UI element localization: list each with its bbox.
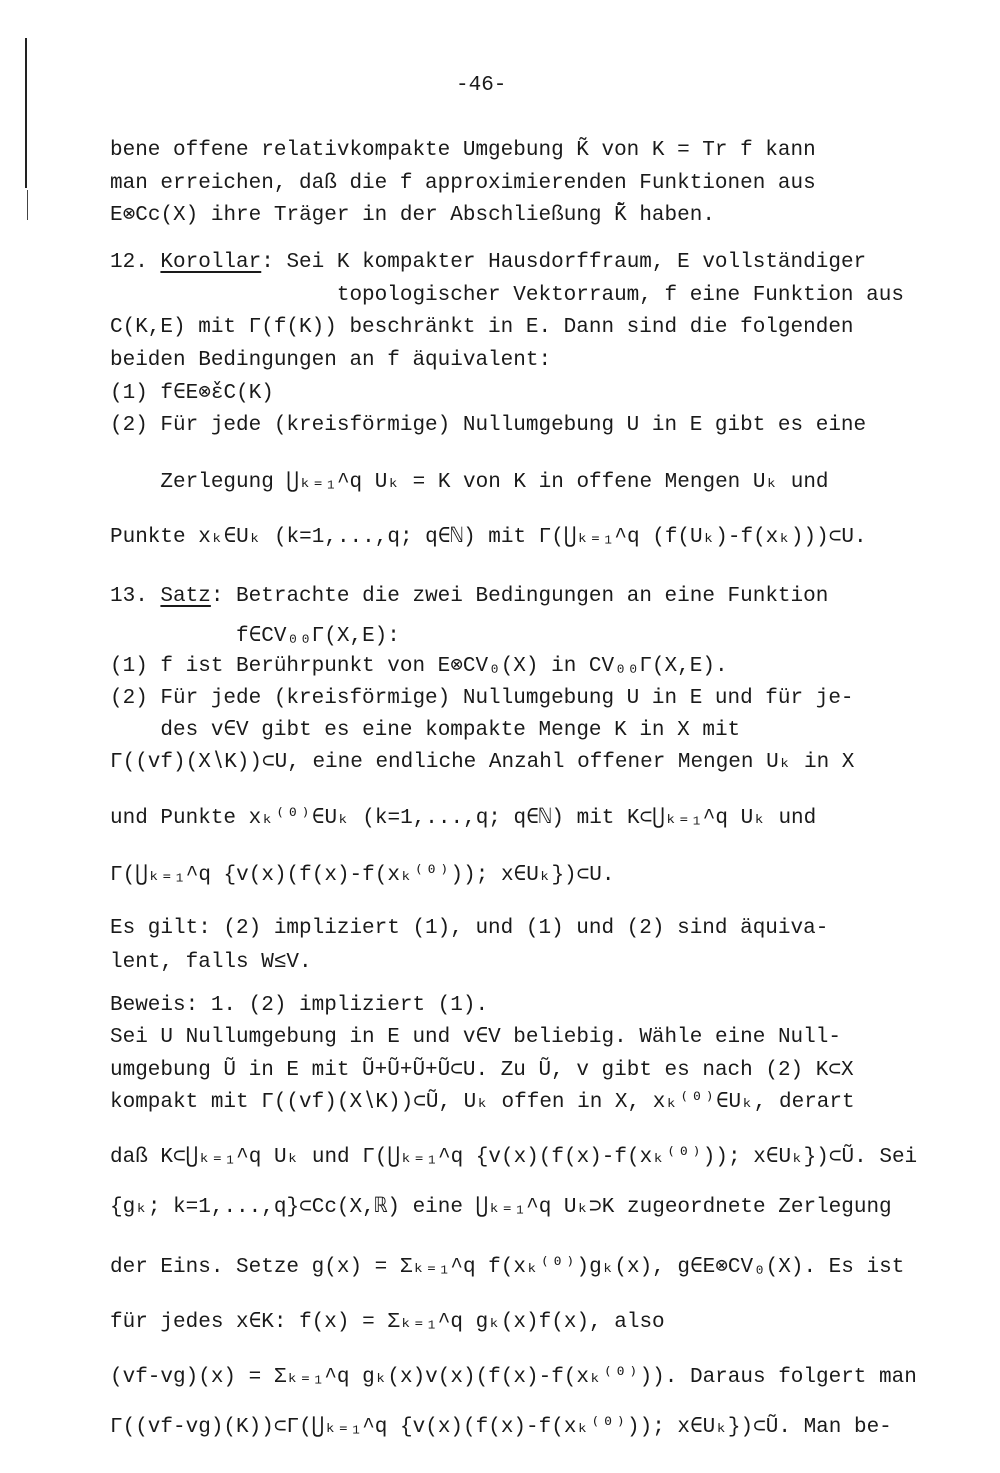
formula-line: (vf-vg)(x) = Σₖ₌₁^q gₖ(x)v(x)(f(x)-f(xₖ⁽⁰⁾)). Daraus folgert man — [110, 1366, 917, 1389]
formula-line: für jedes x∈K: f(x) = Σₖ₌₁^q gₖ(x)f(x), also — [110, 1311, 665, 1334]
text-line: Sei U Nullumgebung in E und v∈V beliebig. Wähle eine Null- — [110, 1026, 841, 1049]
satz-text: : Betrachte die zwei Bedingungen an eine Funktion — [210, 585, 829, 608]
page-number: -46- — [456, 74, 507, 97]
proof-heading: Beweis: 1. (2) impliziert (1). — [110, 994, 489, 1017]
formula-line: Γ((vf-vg)(K))⊂Γ(⋃ₖ₌₁^q {v(x)(f(x)-f(xₖ⁽⁰⁾)); x∈Uₖ})⊂Ũ. Man be- — [110, 1416, 892, 1439]
formula-line: Punkte xₖ∈Uₖ (k=1,...,q; q∈ℕ) mit Γ(⋃ₖ₌₁^q (f(Uₖ)-f(xₖ)))⊂U. — [110, 526, 867, 549]
text-line: f∈CV₀₀Γ(X,E): — [110, 625, 400, 648]
text-line: kompakt mit Γ((vf)(X∖K))⊂Ũ, Uₖ offen in X, xₖ⁽⁰⁾∈Uₖ, derart — [110, 1091, 855, 1114]
text-line: umgebung Ũ in E mit Ũ+Ũ+Ũ+Ũ⊂U. Zu Ũ, v gibt es nach (2) K⊂X — [110, 1059, 854, 1082]
satz-heading — [110, 584, 828, 610]
text-line: C(K,E) mit Γ(f(K)) beschränkt in E. Dann sind die folgenden — [110, 316, 854, 339]
formula-line: {gₖ; k=1,...,q}⊂Cc(X,ℝ) eine ⋃ₖ₌₁^q Uₖ⊃K zugeordnete Zerlegung — [110, 1196, 892, 1219]
korollar-heading — [110, 250, 866, 276]
text-line: des v∈V gibt es eine kompakte Menge K in X mit — [110, 719, 741, 742]
formula-line: Γ(⋃ₖ₌₁^q {v(x)(f(x)-f(xₖ⁽⁰⁾)); x∈Uₖ})⊂U. — [110, 864, 615, 887]
condition-2: (2) Für jede (kreisförmige) Nullumgebung U in E und für je- — [110, 687, 854, 710]
formula-line: daß K⊂⋃ₖ₌₁^q Uₖ und Γ(⋃ₖ₌₁^q {v(x)(f(x)-f(xₖ⁽⁰⁾)); x∈Uₖ})⊂Ũ. Sei — [110, 1146, 918, 1169]
satz-number: 13. — [110, 585, 161, 608]
margin-rule — [27, 190, 28, 220]
text-line: beiden Bedingungen an f äquivalent: — [110, 349, 552, 372]
condition-2: (2) Für jede (kreisförmige) Nullumgebung U in E gibt es eine — [110, 414, 867, 437]
korollar-label: Korollar — [160, 251, 262, 274]
condition-1: (1) f ist Berührpunkt von E⊗CV₀(X) in CV₀₀Γ(X,E). — [110, 655, 728, 678]
satz-label: Satz — [160, 585, 211, 608]
text-line: E⊗Cc(X) ihre Träger in der Abschließung K̃̄ haben. — [110, 204, 715, 227]
korollar-number: 12. — [110, 251, 161, 274]
formula-line: der Eins. Setze g(x) = Σₖ₌₁^q f(xₖ⁽⁰⁾)gₖ(x), g∈E⊗CV₀(X). Es ist — [110, 1256, 905, 1279]
text-line: topologischer Vektorraum, f eine Funktion aus — [110, 284, 904, 307]
text-line: lent, falls W≤V. — [110, 951, 312, 974]
margin-rule — [25, 38, 27, 188]
formula-line: Zerlegung ⋃ₖ₌₁^q Uₖ = K von K in offene Mengen Uₖ und — [110, 471, 829, 494]
formula-line: und Punkte xₖ⁽⁰⁾∈Uₖ (k=1,...,q; q∈ℕ) mit K⊂⋃ₖ₌₁^q Uₖ und — [110, 807, 817, 830]
text-line: Es gilt: (2) impliziert (1), und (1) und (2) sind äquiva- — [110, 917, 829, 940]
korollar-text: : Sei K kompakter Hausdorffraum, E vollständiger — [261, 251, 867, 274]
text-line: man erreichen, daß die f approximierenden Funktionen aus — [110, 172, 816, 195]
condition-1: (1) f∈E⊗̌εC(K) — [110, 382, 274, 405]
text-line: bene offene relativkompakte Umgebung K̃ von K = Tr f kann — [110, 139, 816, 162]
text-line: Γ((vf)(X∖K))⊂U, eine endliche Anzahl offener Mengen Uₖ in X — [110, 751, 855, 774]
